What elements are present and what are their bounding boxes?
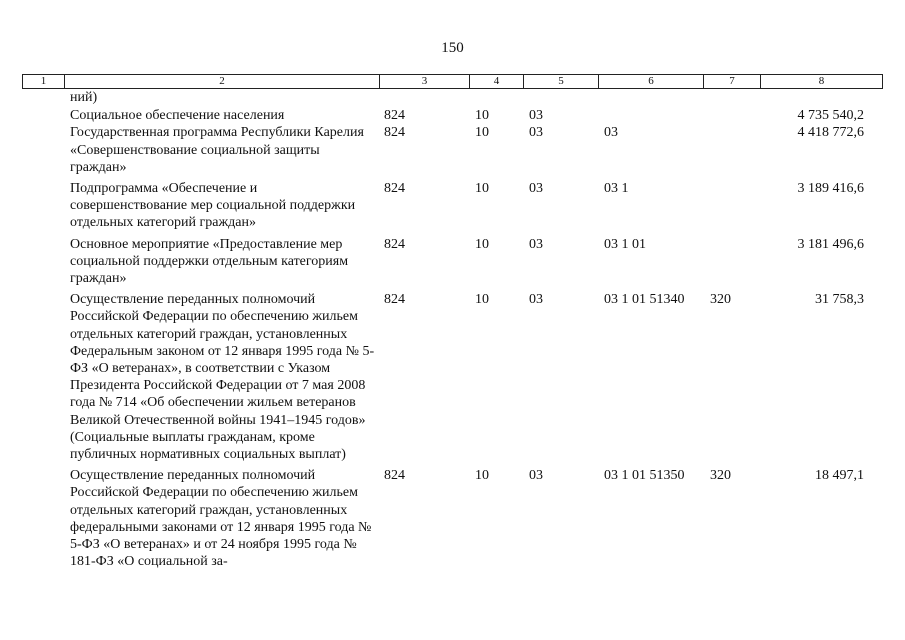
row-subsection-code: 03: [529, 292, 543, 308]
row-ministry-code: 824: [384, 108, 405, 124]
column-header-2: 2: [65, 75, 380, 89]
row-expense-type: 320: [710, 468, 731, 484]
row-ministry-code: 824: [384, 125, 405, 141]
row-name: Социальное обеспечение населения: [70, 108, 285, 124]
row-name: Основное мероприятие «Предоставление мер социальной поддержки отдельным категориям граждан»: [70, 236, 349, 287]
row-ministry-code: 824: [384, 292, 405, 308]
row-subsection-code: 03: [529, 468, 543, 484]
row-amount: 18 497,1: [815, 468, 864, 484]
table-row: [0, 89, 905, 106]
column-header-6: 6: [599, 75, 704, 89]
row-section-code: 10: [475, 468, 489, 484]
budget-table-body: [0, 89, 905, 570]
row-amount: 31 758,3: [815, 292, 864, 308]
column-header-8: 8: [761, 75, 883, 89]
row-name: ний): [70, 90, 98, 105]
row-target-code: 03: [604, 125, 618, 141]
row-name: Подпрограмма «Обеспечение и совершенствование мер социальной поддержки отдельных категорий граждан»: [70, 181, 356, 231]
row-target-code: 03 1 01: [604, 236, 646, 252]
row-ministry-code: 824: [384, 468, 405, 484]
column-header-1: 1: [23, 75, 65, 89]
table-row: [0, 180, 905, 232]
column-header-row: [22, 74, 883, 89]
row-section-code: 10: [475, 181, 489, 197]
row-section-code: 10: [475, 292, 489, 308]
table-row: [0, 291, 905, 463]
row-name: Осуществление переданных полномочий Российской Федерации по обеспечению жильем отдельных категорий граждан, установленных федеральными законами от 12 января 1995 года № 5-ФЗ «О ветеранах» и от 24 ноября 1995 года № 181-ФЗ «О социальной за-: [70, 468, 372, 570]
table-row: [0, 107, 905, 124]
column-header-5: 5: [524, 75, 599, 89]
row-amount: 4 418 772,6: [797, 125, 864, 141]
row-subsection-code: 03: [529, 125, 543, 141]
column-header-3: 3: [380, 75, 470, 89]
row-amount: 3 189 416,6: [797, 181, 864, 197]
row-ministry-code: 824: [384, 181, 405, 197]
table-row: [0, 236, 905, 288]
row-section-code: 10: [475, 236, 489, 252]
row-section-code: 10: [475, 108, 489, 124]
row-subsection-code: 03: [529, 181, 543, 197]
page-number: 150: [441, 40, 464, 56]
row-name: Осуществление переданных полномочий Российской Федерации по обеспечению жильем отдельных категорий граждан, установленных Федеральным законом от 12 января 1995 года № 5-ФЗ «О ветеранах», в соответствии с Указом Президента Российской Федерации от 7 мая 2008 года № 714 «Об обеспечении жильем ветеранов Великой Отечественной войны 1941–1945 годов» (Социальные выплаты гражданам, кроме публичных нормативных социальных выплат): [70, 292, 375, 463]
table-row: [0, 124, 905, 176]
row-amount: 4 735 540,2: [797, 108, 864, 124]
row-subsection-code: 03: [529, 108, 543, 124]
row-name: Государственная программа Республики Карелия «Совершенствование социальной защиты граждан»: [70, 125, 364, 175]
row-target-code: 03 1 01 51340: [604, 292, 685, 308]
row-amount: 3 181 496,6: [797, 236, 864, 252]
table-row: [0, 467, 905, 570]
row-target-code: 03 1 01 51350: [604, 468, 685, 484]
row-target-code: 03 1: [604, 181, 629, 197]
row-ministry-code: 824: [384, 236, 405, 252]
row-section-code: 10: [475, 125, 489, 141]
column-header-4: 4: [470, 75, 524, 89]
column-header-7: 7: [704, 75, 761, 89]
row-subsection-code: 03: [529, 236, 543, 252]
row-expense-type: 320: [710, 292, 731, 308]
